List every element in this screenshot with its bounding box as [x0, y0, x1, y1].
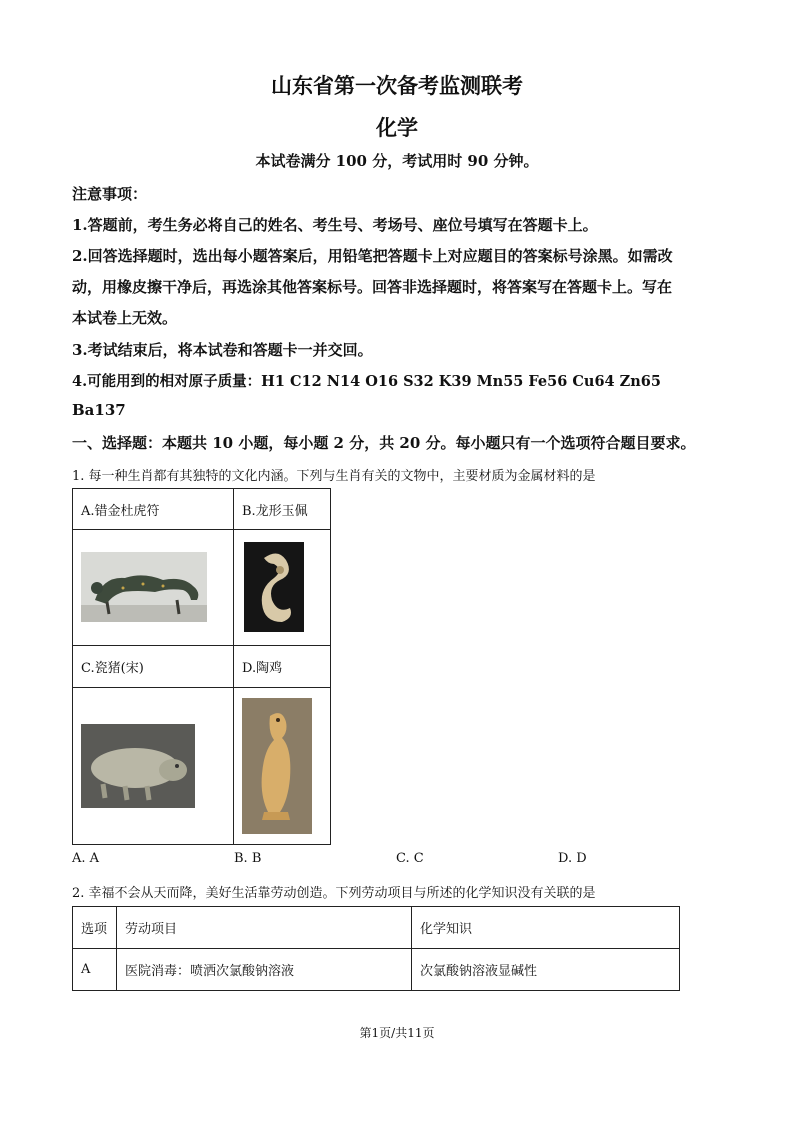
note-item-4-line-1: 4.可能用到的相对原子质量：H1 C12 N14 O16 S32 K39 Mn55 Fe56 Cu64 Zn65	[72, 373, 661, 390]
section-1-heading: 一、选择题：本题共 10 小题，每小题 2 分，共 20 分。每小题只有一个选项符合题目要求。	[72, 434, 696, 452]
cell-b-image	[234, 530, 331, 646]
exam-info: 本试卷满分 100 分，考试用时 90 分钟。	[255, 152, 539, 170]
q1-option-c[interactable]: C. C	[396, 851, 424, 866]
notes-heading: 注意事项：	[72, 185, 148, 203]
cell-c-image	[73, 688, 234, 845]
q1-option-d[interactable]: D. D	[558, 851, 587, 866]
tiger-tally-image	[73, 530, 233, 645]
cell-b-label: B.龙形玉佩	[234, 489, 331, 530]
question-2-table	[72, 906, 680, 991]
subject-title: 化学	[376, 115, 418, 140]
page-number: 第1页/共11页	[359, 1026, 435, 1040]
q1-option-b[interactable]: B. B	[234, 851, 262, 866]
cell-a-image	[73, 530, 234, 646]
pottery-rooster-image	[234, 688, 330, 844]
question-1-table	[72, 488, 331, 845]
note-item-1: 1.答题前，考生务必将自己的姓名、考生号、考场号、座位号填写在答题卡上。	[72, 216, 598, 234]
row-a-option: A	[73, 949, 117, 991]
cell-c-label: C.瓷猪(宋)	[73, 646, 234, 688]
note-item-3: 3.考试结束后，将本试卷和答题卡一并交回。	[72, 341, 373, 359]
note-item-2-line-1: 2.回答选择题时，选出每小题答案后，用铅笔把答题卡上对应题目的答案标号涂黑。如需改	[72, 247, 673, 265]
header-labor-item: 劳动项目	[117, 907, 412, 949]
cell-d-label: D.陶鸡	[234, 646, 331, 688]
note-item-2-line-2: 动，用橡皮擦干净后，再选涂其他答案标号。回答非选择题时，将答案写在答题卡上。写在	[72, 278, 673, 296]
cell-a-label: A.错金杜虎符	[73, 489, 234, 530]
header-chem-knowledge: 化学知识	[412, 907, 680, 949]
q1-option-a[interactable]: A. A	[72, 851, 100, 866]
porcelain-pig-image	[73, 688, 233, 844]
row-a-labor-item: 医院消毒：喷洒次氯酸钠溶液	[117, 949, 412, 991]
header-option: 选项	[73, 907, 117, 949]
jade-dragon-image	[234, 530, 330, 645]
note-item-2-line-3: 本试卷上无效。	[72, 309, 178, 327]
question-2-stem: 2. 幸福不会从天而降，美好生活靠劳动创造。下列劳动项目与所述的化学知识没有关联的是	[72, 886, 596, 901]
page-title: 山东省第一次备考监测联考	[271, 73, 523, 98]
row-a-chem-knowledge: 次氯酸钠溶液显碱性	[412, 949, 680, 991]
note-item-4-line-2: Ba137	[72, 401, 126, 419]
question-1-stem: 1. 每一种生肖都有其独特的文化内涵。下列与生肖有关的文物中，主要材质为金属材料的是	[72, 469, 596, 484]
cell-d-image	[234, 688, 331, 845]
